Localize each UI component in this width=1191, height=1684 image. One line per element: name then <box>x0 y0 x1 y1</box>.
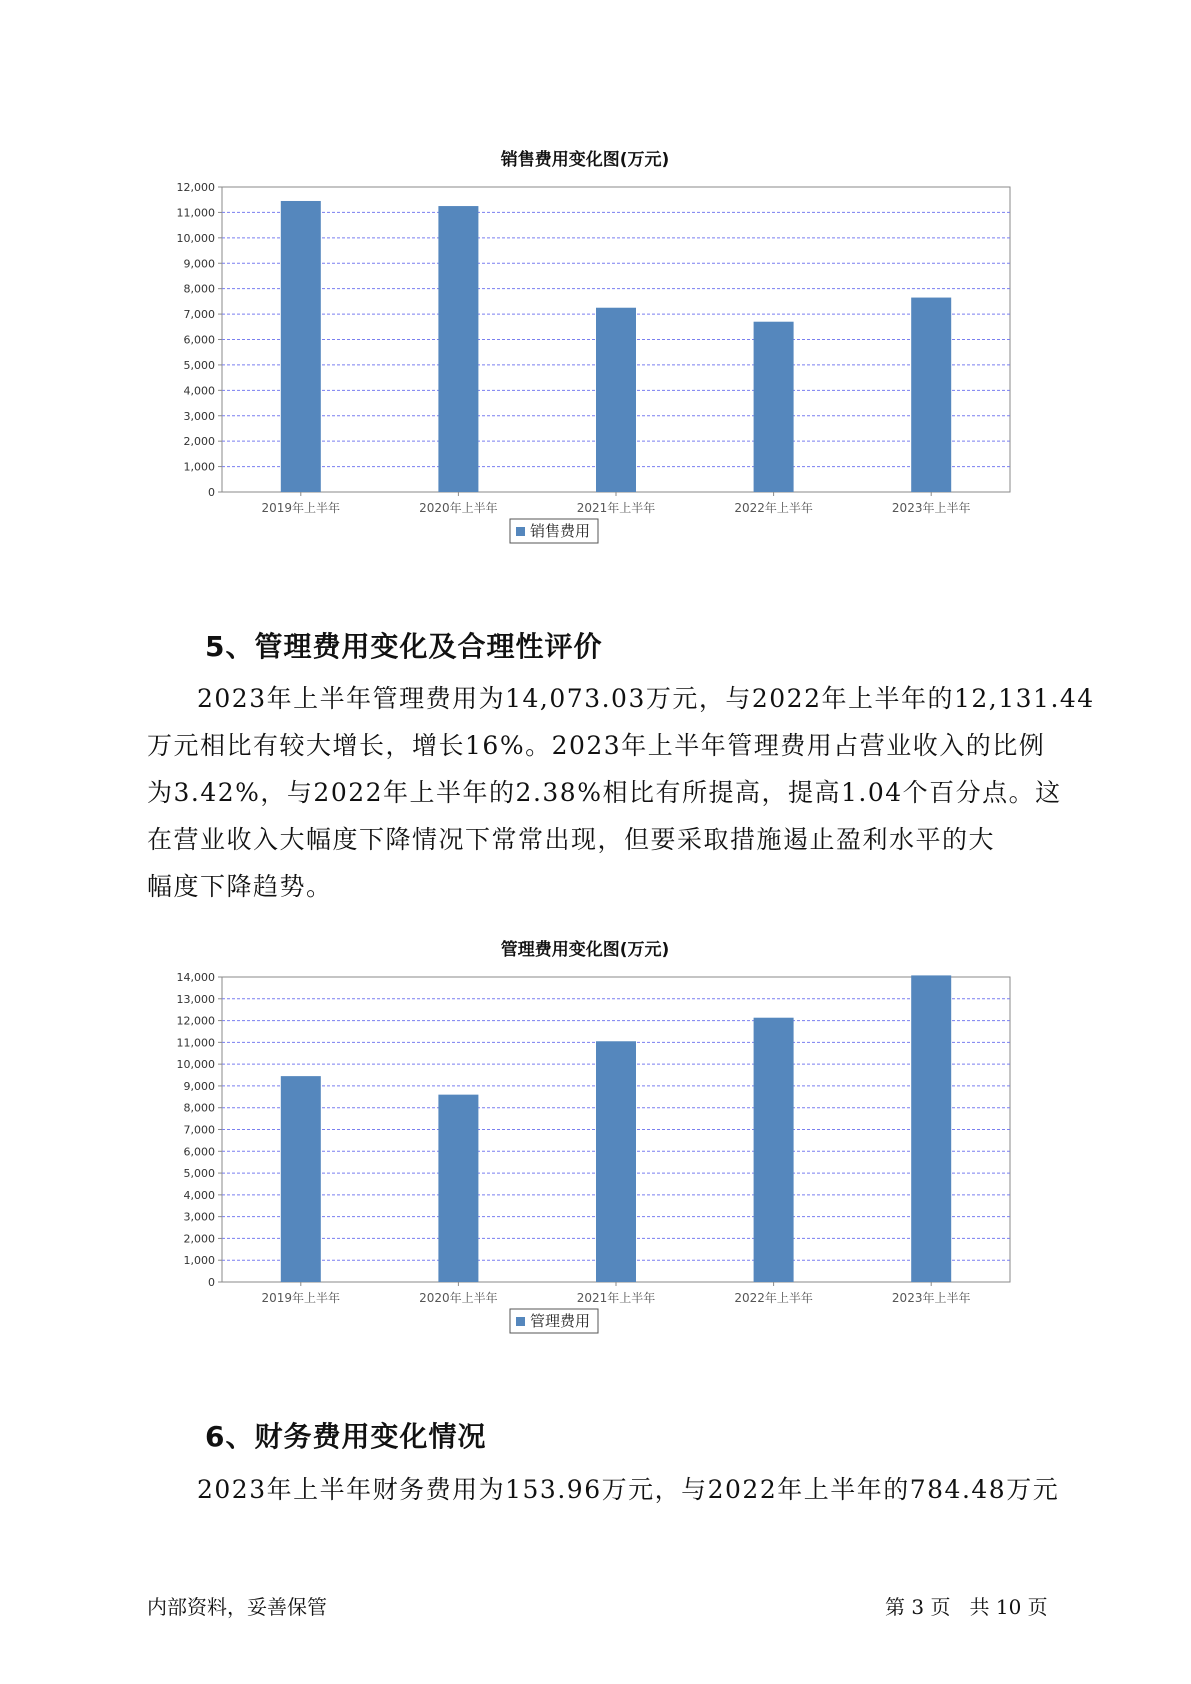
y-tick-label: 11,000 <box>176 206 215 220</box>
bar <box>754 1018 794 1282</box>
sales-expense-chart <box>150 140 1020 580</box>
y-tick-label: 3,000 <box>183 1210 215 1224</box>
y-tick-label: 4,000 <box>183 1188 215 1202</box>
x-tick-label: 2019年上半年 <box>261 1291 341 1305</box>
x-tick-label: 2021年上半年 <box>576 501 656 515</box>
bar <box>596 1041 636 1282</box>
paragraph <box>147 1466 1072 1513</box>
admin-expense-chart <box>150 930 1020 1370</box>
paragraph-line: 2023年上半年管理费用为14,073.03万元，与2022年上半年的12,131.44 <box>197 684 1095 713</box>
paragraph-line: 万元相比有较大增长，增长16%。2023年上半年管理费用占营业收入的比例 <box>147 731 1046 760</box>
y-tick-label: 5,000 <box>183 358 215 372</box>
legend-swatch <box>516 527 525 536</box>
y-tick-label: 0 <box>208 486 215 499</box>
legend-swatch <box>516 1317 525 1326</box>
legend-label: 管理费用 <box>530 1312 591 1330</box>
paragraph-line: 为3.42%，与2022年上半年的2.38%相比有所提高，提高1.04个百分点。这 <box>147 778 1062 807</box>
y-tick-label: 2,000 <box>183 435 215 449</box>
bar-chart <box>150 930 1020 1370</box>
y-tick-label: 2,000 <box>183 1232 215 1246</box>
y-tick-label: 10,000 <box>176 1058 215 1072</box>
bar <box>438 206 478 492</box>
x-tick-label: 2020年上半年 <box>419 1291 498 1305</box>
bar <box>754 322 794 492</box>
chart-title: 销售费用变化图(万元) <box>500 150 670 170</box>
y-tick-label: 14,000 <box>176 971 215 984</box>
y-tick-label: 13,000 <box>176 992 215 1006</box>
chart-title: 管理费用变化图(万元) <box>500 940 670 960</box>
bar <box>281 1076 321 1282</box>
y-tick-label: 12,000 <box>176 181 215 194</box>
y-tick-label: 9,000 <box>183 1079 215 1093</box>
section-heading: 5、管理费用变化及合理性评价 <box>205 630 603 663</box>
bar <box>911 975 951 1282</box>
y-tick-label: 8,000 <box>183 1101 215 1115</box>
footer-left: 内部资料，妥善保管 <box>147 1595 327 1619</box>
paragraph-line: 在营业收入大幅度下降情况下常常出现，但要采取措施遏止盈利水平的大 <box>147 825 996 854</box>
y-tick-label: 10,000 <box>176 231 215 245</box>
y-tick-label: 8,000 <box>183 282 215 296</box>
section-heading: 6、财务费用变化情况 <box>205 1420 487 1453</box>
x-tick-label: 2023年上半年 <box>891 501 971 515</box>
bar <box>438 1095 478 1282</box>
y-tick-label: 5,000 <box>183 1167 215 1181</box>
y-tick-label: 11,000 <box>176 1036 215 1050</box>
y-tick-label: 0 <box>208 1276 215 1289</box>
footer-page-number: 第 3 页 共 10 页 <box>885 1595 1048 1619</box>
y-tick-label: 1,000 <box>183 1254 215 1268</box>
bar <box>596 308 636 492</box>
x-tick-label: 2022年上半年 <box>734 1291 813 1305</box>
x-tick-label: 2022年上半年 <box>734 501 813 515</box>
y-tick-label: 3,000 <box>183 409 215 423</box>
bar <box>911 298 951 492</box>
y-tick-label: 12,000 <box>176 1014 215 1028</box>
x-tick-label: 2021年上半年 <box>576 1291 656 1305</box>
y-tick-label: 7,000 <box>183 1123 215 1137</box>
paragraph-line: 幅度下降趋势。 <box>147 872 333 901</box>
paragraph <box>147 675 1095 910</box>
y-tick-label: 6,000 <box>183 1145 215 1159</box>
y-tick-label: 7,000 <box>183 308 215 322</box>
bar <box>281 201 321 492</box>
y-tick-label: 4,000 <box>183 384 215 398</box>
x-tick-label: 2019年上半年 <box>261 501 341 515</box>
legend-label: 销售费用 <box>530 522 591 540</box>
x-tick-label: 2020年上半年 <box>419 501 498 515</box>
paragraph-line: 2023年上半年财务费用为153.96万元，与2022年上半年的784.48万元 <box>197 1475 1060 1504</box>
y-tick-label: 9,000 <box>183 257 215 271</box>
bar-chart <box>150 140 1020 580</box>
y-tick-label: 6,000 <box>183 333 215 347</box>
x-tick-label: 2023年上半年 <box>891 1291 971 1305</box>
y-tick-label: 1,000 <box>183 460 215 474</box>
